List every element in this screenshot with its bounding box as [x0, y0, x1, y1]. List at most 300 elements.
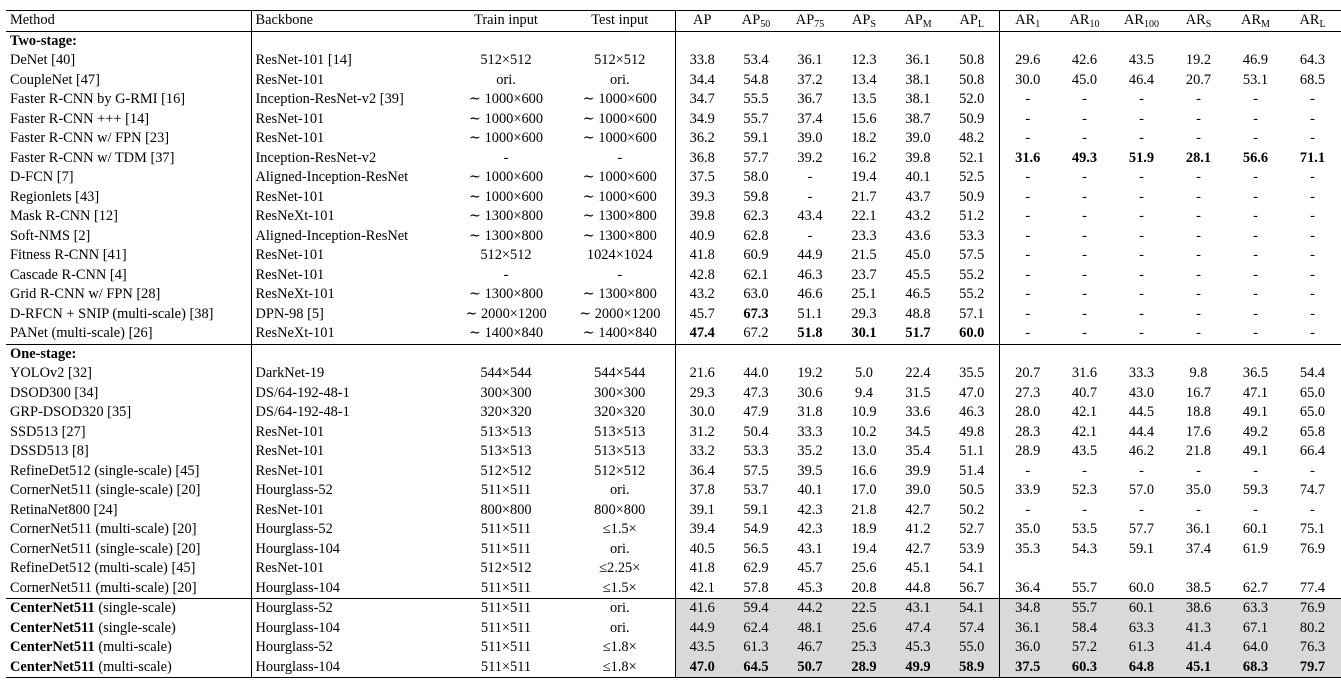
metric-value: -	[1253, 91, 1258, 107]
metric-value: 52.0	[945, 90, 999, 110]
metric-value: 45.1	[1170, 658, 1227, 678]
empty-cell	[999, 344, 1056, 364]
metric-value: 62.3	[743, 208, 769, 224]
metric-value: 21.7	[851, 188, 877, 205]
metric-value: 44.8	[905, 579, 931, 596]
metric-value: 61.9	[1242, 540, 1269, 557]
table-row	[6, 110, 1341, 130]
metric-value: 33.2	[689, 443, 715, 459]
metric-value: 19.4	[851, 540, 877, 557]
metric-value: 25.6	[851, 560, 877, 576]
method-name-bold: CenterNet511	[10, 600, 95, 616]
empty-cell	[891, 344, 945, 364]
metric-value: 20.7	[1015, 365, 1041, 381]
empty-cell	[945, 31, 999, 51]
metric-value: -	[1253, 110, 1258, 127]
metric-base: AR	[1241, 12, 1262, 28]
metric-value: 38.1	[905, 71, 931, 88]
metric-base: AP	[741, 12, 761, 28]
metric-value: -	[1139, 208, 1144, 224]
metric-value: 39.1	[689, 501, 715, 518]
metric-value: 13.0	[851, 443, 877, 459]
metric-value: 60.0	[1128, 579, 1155, 596]
metric-subscript: L	[1319, 19, 1326, 30]
metric-value: -	[1025, 91, 1031, 107]
test-input: 513×513	[565, 442, 675, 462]
metric-value: 43.6	[905, 227, 931, 244]
table-row	[6, 481, 1341, 501]
metric-value: -	[1196, 247, 1201, 263]
metric-value: -	[1310, 305, 1315, 322]
backbone-name: Hourglass-52	[255, 482, 333, 498]
method-name-bold: CenterNet511	[10, 639, 95, 655]
metric-value: 46.9	[1242, 52, 1269, 68]
table-row	[6, 501, 1341, 521]
metric-value: 67.2	[743, 325, 769, 341]
method-name: Mask R-CNN [12]	[6, 207, 251, 227]
metric-value: 18.2	[851, 130, 877, 146]
metric-value: 77.4	[1299, 579, 1326, 596]
metric-subscript: S	[870, 19, 876, 30]
metric-value: 49.9	[891, 658, 945, 678]
train-input: 511×511	[480, 619, 532, 636]
test-input: 512×512	[565, 462, 675, 482]
metric-value: 21.5	[851, 247, 877, 263]
metric-value: 53.4	[743, 52, 769, 68]
metric-value: 57.4	[945, 619, 999, 639]
empty-cell	[447, 31, 565, 51]
metric-value: -	[1082, 188, 1087, 205]
metric-value: 42.1	[1071, 423, 1098, 440]
backbone-name: ResNet-101	[255, 110, 325, 127]
metric-value: 47.1	[1242, 384, 1269, 401]
test-input: 300×300	[565, 384, 675, 404]
metric-subscript: 1	[1035, 19, 1041, 30]
metric-value: 36.2	[689, 130, 715, 146]
metric-value: 40.1	[797, 482, 823, 498]
empty-cell	[783, 344, 837, 364]
metric-value: 45.3	[797, 579, 823, 596]
metric-value: 33.6	[905, 404, 931, 420]
table-row	[6, 305, 1341, 325]
metric-value: 35.0	[1015, 521, 1041, 537]
test-input: ∼ 1000×600	[565, 188, 675, 208]
metric-value: 12.3	[851, 52, 877, 68]
empty-cell	[251, 31, 447, 51]
metric-value: -	[1253, 247, 1258, 263]
header-metric	[945, 11, 999, 32]
metric-value: 31.5	[905, 384, 931, 401]
metric-value: 33.9	[1015, 482, 1041, 498]
metric-value: 55.0	[945, 638, 999, 658]
metric-value	[1284, 559, 1341, 579]
metric-value: -	[1310, 286, 1315, 302]
metric-value: -	[1139, 110, 1144, 127]
method-name-bold: CenterNet511	[10, 658, 95, 675]
method-name: RetinaNet800 [24]	[6, 501, 251, 521]
metric-value: 44.9	[797, 247, 823, 263]
metric-value: 64.8	[1113, 658, 1170, 678]
empty-cell	[1170, 31, 1227, 51]
test-input: 513×513	[565, 423, 675, 443]
metric-value: 37.2	[797, 71, 823, 88]
metric-value: 35.5	[945, 364, 999, 384]
header-metric	[1113, 11, 1170, 32]
train-input: 511×511	[480, 579, 532, 596]
section-label: One-stage:	[6, 344, 251, 364]
metric-value: 74.7	[1299, 482, 1326, 498]
test-input: ∼ 1300×800	[565, 285, 675, 305]
metric-value: 33.3	[797, 423, 823, 440]
train-input: 320×320	[480, 404, 532, 420]
table-row	[6, 520, 1341, 540]
metric-value: -	[1025, 266, 1031, 283]
metric-value: 41.4	[1170, 638, 1227, 658]
test-input: ori.	[565, 71, 675, 91]
metric-value: -	[1082, 462, 1087, 479]
metric-value: 68.5	[1299, 71, 1326, 88]
metric-value: 56.6	[1242, 149, 1269, 166]
train-input: ori.	[496, 71, 516, 88]
metric-subscript: M	[922, 19, 932, 30]
table-row	[6, 559, 1341, 579]
test-input: ∼ 1400×840	[565, 324, 675, 344]
metric-value: 22.1	[851, 208, 877, 224]
test-input: -	[565, 149, 675, 169]
table-row	[6, 51, 1341, 71]
empty-cell	[729, 344, 783, 364]
metric-value: 40.9	[689, 227, 715, 244]
metric-value: 42.3	[797, 521, 823, 537]
backbone-name: Hourglass-52	[251, 599, 447, 619]
metric-value: 25.6	[837, 619, 891, 639]
metric-base: AR	[1015, 12, 1036, 28]
metric-value: 67.1	[1227, 619, 1284, 639]
metric-base: AR	[1124, 12, 1144, 28]
metric-value: 59.3	[1242, 482, 1269, 498]
metric-value: 52.7	[945, 520, 999, 540]
header-metric	[1170, 11, 1227, 32]
metric-value: 34.9	[689, 110, 715, 127]
metric-value: 64.0	[1227, 638, 1284, 658]
table-row	[6, 129, 1341, 149]
metric-value: -	[1196, 188, 1201, 205]
empty-cell	[251, 344, 447, 364]
metric-value: 59.1	[743, 130, 769, 146]
metric-base: AP	[959, 12, 978, 28]
backbone-name: ResNet-101	[255, 71, 325, 88]
metric-value: 45.1	[905, 560, 931, 576]
backbone-name: ResNet-101 [14]	[255, 52, 352, 68]
method-name: D-RFCN + SNIP (multi-scale) [38]	[6, 305, 251, 325]
metric-value: 46.3	[945, 403, 999, 423]
empty-cell	[1170, 344, 1227, 364]
metric-value: 37.5	[689, 169, 715, 185]
metric-value: -	[807, 227, 813, 244]
metric-value: -	[1196, 110, 1201, 127]
method-name: DSSD513 [8]	[6, 442, 251, 462]
backbone-name: DPN-98 [5]	[255, 305, 324, 322]
metric-value: -	[1253, 169, 1258, 185]
metric-value: 30.0	[1015, 71, 1041, 88]
metric-value: 16.7	[1185, 384, 1212, 401]
metric-value: -	[1139, 91, 1144, 107]
metric-value: -	[1082, 208, 1087, 224]
metric-value: 36.4	[689, 462, 715, 479]
backbone-name: ResNet-101	[255, 443, 325, 459]
section-label: Two-stage:	[6, 31, 251, 51]
test-input: ≤1.5×	[565, 579, 675, 599]
metric-value: 63.3	[1113, 619, 1170, 639]
metric-value: -	[1025, 286, 1031, 302]
metric-value: -	[1025, 110, 1031, 127]
metric-value: -	[1196, 130, 1201, 146]
metric-value: 52.5	[945, 168, 999, 188]
train-input: 511×511	[480, 540, 532, 557]
metric-value: 43.5	[1128, 52, 1155, 68]
metric-value: -	[1082, 286, 1087, 302]
metric-value: 50.4	[743, 423, 769, 440]
empty-cell	[1284, 344, 1341, 364]
train-input: ∼ 1000×600	[468, 169, 544, 185]
metric-value: 51.1	[945, 442, 999, 462]
metric-value: 29.3	[689, 384, 715, 401]
test-input: ori.	[565, 540, 675, 560]
metric-value: 41.2	[905, 521, 931, 537]
header-metric	[1284, 11, 1341, 32]
metric-value: 16.6	[851, 462, 877, 479]
metric-subscript: 50	[760, 19, 771, 30]
metric-value: 55.7	[743, 110, 769, 127]
backbone-name: Aligned-Inception-ResNet	[255, 169, 409, 185]
table-row	[6, 540, 1341, 560]
metric-value: 47.4	[891, 619, 945, 639]
metric-value: 39.8	[689, 208, 715, 224]
metric-value: 46.5	[905, 286, 931, 302]
metric-value: 36.1	[999, 619, 1056, 639]
metric-value: 52.1	[945, 149, 999, 169]
metric-value: 36.5	[1242, 365, 1269, 381]
metric-value: 38.6	[1170, 599, 1227, 619]
header-metric	[1056, 11, 1113, 32]
metric-value: 37.4	[1185, 540, 1212, 557]
metric-value: -	[1310, 91, 1315, 107]
empty-cell	[565, 31, 675, 51]
empty-cell	[999, 31, 1056, 51]
train-input: 511×511	[480, 482, 532, 498]
train-input: ∼ 1400×840	[468, 325, 544, 341]
backbone-name: Hourglass-52	[255, 521, 333, 537]
metric-value: 62.9	[743, 560, 769, 576]
metric-value: 57.2	[1056, 638, 1113, 658]
backbone-name: Hourglass-52	[255, 639, 333, 655]
train-input: 511×511	[447, 599, 565, 619]
metric-value: 51.9	[1128, 149, 1155, 166]
train-input: 511×511	[447, 658, 565, 678]
table-row	[6, 227, 1341, 247]
metric-value: 40.7	[1071, 384, 1098, 401]
metric-value: -	[1082, 325, 1087, 341]
table-body	[6, 31, 1341, 678]
metric-value: 37.8	[689, 482, 715, 498]
metric-value: 10.9	[851, 404, 877, 420]
metric-base: AP	[693, 12, 712, 28]
metric-value: 53.3	[945, 227, 999, 247]
metric-value: 46.7	[783, 638, 837, 658]
metric-value: 39.0	[905, 482, 931, 498]
metric-value: 59.4	[729, 599, 783, 619]
metric-value: -	[1253, 227, 1258, 244]
metric-value: 42.1	[1071, 404, 1098, 420]
metric-value: -	[807, 169, 813, 185]
metric-value: -	[1139, 247, 1144, 263]
header-metric	[999, 11, 1056, 32]
metric-value: 28.3	[1015, 423, 1041, 440]
metric-value: 57.8	[743, 579, 769, 596]
method-name: CornerNet511 (multi-scale) [20]	[6, 579, 251, 599]
metric-value: 58.9	[945, 658, 999, 678]
metric-value: 55.2	[945, 266, 999, 286]
metric-value: 62.8	[743, 227, 769, 244]
metric-value: 44.9	[675, 619, 729, 639]
metric-value: 50.8	[945, 71, 999, 91]
table-row-ours	[6, 658, 1341, 678]
method-name: Faster R-CNN w/ FPN [23]	[6, 129, 251, 149]
metric-value: 44.0	[743, 365, 769, 381]
metric-value: 17.6	[1185, 423, 1212, 440]
method-scale-suffix: (single-scale)	[94, 619, 176, 636]
metric-value: -	[1196, 169, 1201, 185]
metric-value: 47.3	[743, 384, 769, 401]
train-input: ∼ 1300×800	[468, 286, 544, 302]
metric-value: 47.9	[743, 404, 769, 420]
metric-value: 28.1	[1185, 149, 1212, 166]
metric-value: 61.3	[729, 638, 783, 658]
test-input: -	[565, 266, 675, 286]
metric-base: AR	[1069, 12, 1090, 28]
metric-value: 68.3	[1227, 658, 1284, 678]
metric-value: 39.3	[689, 188, 715, 205]
metric-value: 67.3	[743, 305, 769, 322]
test-input: ∼ 1000×600	[565, 129, 675, 149]
backbone-name: Hourglass-104	[255, 579, 340, 596]
metric-value: 42.3	[797, 501, 823, 518]
metric-value: 25.3	[837, 638, 891, 658]
metric-value: 38.5	[1185, 579, 1212, 596]
metric-value: 19.2	[1185, 52, 1212, 68]
metric-value: -	[1139, 266, 1144, 283]
metric-value: -	[1082, 501, 1087, 518]
method-name: CornerNet511 (single-scale) [20]	[6, 481, 251, 501]
metric-value: 41.6	[675, 599, 729, 619]
header-metric	[783, 11, 837, 32]
metric-value: 54.9	[743, 521, 769, 537]
metric-value: 62.7	[1242, 579, 1269, 596]
metric-value: -	[1310, 227, 1315, 244]
metric-value: 43.5	[675, 638, 729, 658]
test-input: ∼ 1000×600	[565, 90, 675, 110]
metric-value: 36.1	[905, 52, 931, 68]
metric-value: -	[1025, 169, 1031, 185]
metric-value: 79.7	[1284, 658, 1341, 678]
metric-value: 23.3	[851, 227, 877, 244]
metric-value: -	[1196, 227, 1201, 244]
metric-value: 60.1	[1242, 521, 1269, 537]
metric-value: 21.8	[851, 501, 877, 518]
metric-value: 52.3	[1071, 482, 1098, 498]
metric-value: -	[1196, 462, 1201, 479]
metric-subscript: L	[977, 19, 984, 30]
metric-value: -	[807, 188, 813, 205]
method-name: CornerNet511 (multi-scale) [20]	[6, 520, 251, 540]
metric-subscript: 10	[1089, 19, 1100, 30]
metric-value: 39.5	[797, 462, 823, 479]
metric-value: 17.0	[851, 482, 877, 498]
metric-value: 46.2	[1128, 443, 1155, 459]
train-input: -	[503, 149, 509, 166]
test-input: 800×800	[565, 501, 675, 521]
table-row-ours	[6, 599, 1341, 619]
metric-value: 44.4	[1128, 423, 1155, 440]
metric-value: -	[1082, 130, 1087, 146]
table-row	[6, 579, 1341, 599]
test-input: ori.	[565, 619, 675, 639]
metric-value: 27.3	[1015, 384, 1041, 401]
empty-cell	[1056, 31, 1113, 51]
metric-value: 57.5	[743, 462, 769, 479]
header-metric	[675, 11, 729, 32]
empty-cell	[945, 344, 999, 364]
metric-value: 35.3	[1015, 540, 1041, 557]
metric-value: 30.6	[797, 384, 823, 401]
metric-value: 61.3	[1113, 638, 1170, 658]
metric-value: 31.6	[1015, 149, 1041, 166]
metric-value: 9.4	[855, 384, 873, 401]
metric-value: 55.2	[945, 285, 999, 305]
metric-value: 41.8	[689, 560, 715, 576]
metric-value: 23.7	[851, 266, 877, 283]
metric-value: 55.5	[743, 91, 769, 107]
metric-value: 46.4	[1128, 71, 1155, 88]
test-input: ≤1.8×	[565, 638, 675, 658]
empty-cell	[891, 31, 945, 51]
backbone-name: ResNet-101	[255, 130, 325, 146]
metric-value: 19.2	[797, 365, 823, 381]
empty-cell	[1056, 344, 1113, 364]
metric-value: -	[1139, 286, 1144, 302]
method-name	[6, 638, 251, 658]
metric-value: -	[1310, 501, 1315, 518]
test-input: ∼ 1300×800	[565, 207, 675, 227]
metric-value: -	[1310, 325, 1315, 341]
method-name: Cascade R-CNN [4]	[6, 266, 251, 286]
test-input: ∼ 2000×1200	[565, 305, 675, 325]
metric-value	[1227, 559, 1284, 579]
metric-value: 34.7	[689, 91, 715, 107]
empty-cell	[675, 344, 729, 364]
metric-value: 43.1	[797, 540, 823, 557]
section-header-row	[6, 31, 1341, 51]
table-row	[6, 324, 1341, 344]
metric-value: 71.1	[1299, 149, 1326, 166]
train-input: ∼ 1000×600	[468, 188, 544, 205]
metric-value: -	[1139, 462, 1144, 479]
empty-cell	[675, 31, 729, 51]
metric-value: 43.0	[1128, 384, 1155, 401]
metric-value: 51.1	[797, 305, 823, 322]
metric-value: -	[1310, 247, 1315, 263]
table-row	[6, 90, 1341, 110]
